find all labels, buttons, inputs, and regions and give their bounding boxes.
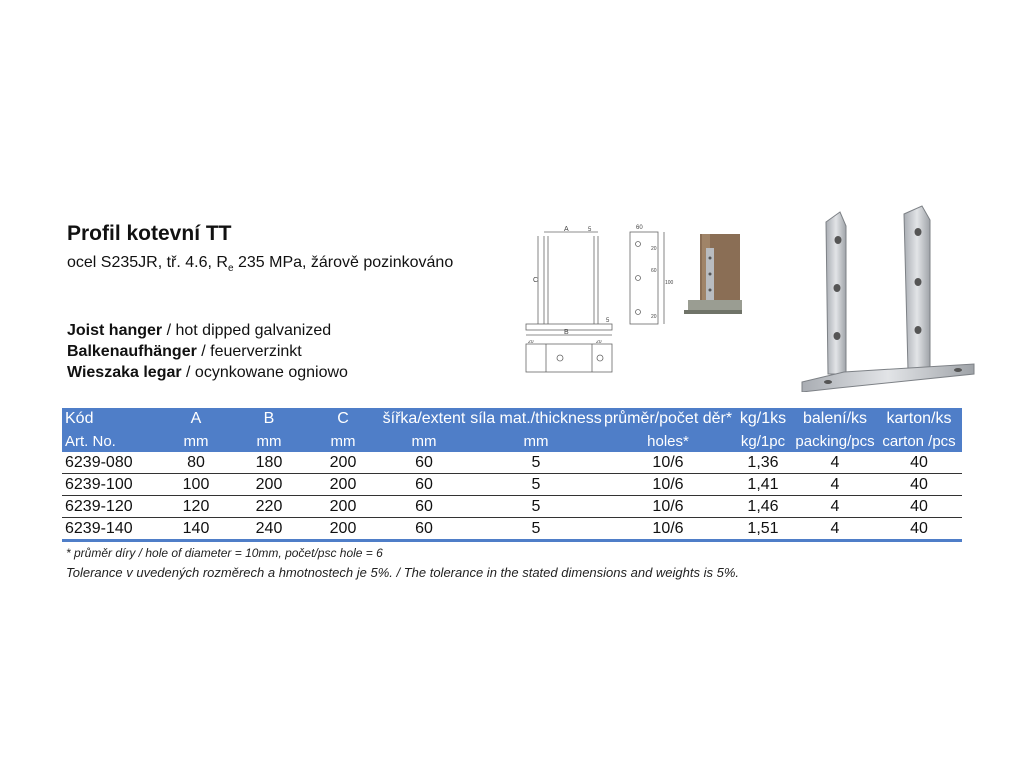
table-row bbox=[62, 496, 962, 518]
unit-carton: carton /pcs bbox=[876, 430, 962, 452]
front-view-drawing bbox=[520, 222, 620, 340]
material-spec bbox=[67, 254, 453, 274]
table-header-row bbox=[62, 408, 962, 430]
cell-code: 6239-120 bbox=[62, 496, 160, 518]
cell-weight: 1,41 bbox=[732, 474, 794, 496]
table-row bbox=[62, 474, 962, 496]
dim-100-label: 100 bbox=[665, 280, 674, 286]
hole-footnote: * průměr díry / hole of diameter = 10mm, počet/psc hole = 6 bbox=[66, 546, 383, 560]
cell-packing: 4 bbox=[794, 474, 876, 496]
top-view-drawing bbox=[520, 340, 620, 376]
table-units-row bbox=[62, 430, 962, 452]
cell-b: 220 bbox=[232, 496, 306, 518]
unit-weight: kg/1pc bbox=[732, 430, 794, 452]
dim-20b-label: 20 bbox=[596, 340, 602, 345]
cell-holes: 10/6 bbox=[604, 518, 732, 541]
cell-c: 200 bbox=[306, 474, 380, 496]
cell-weight: 1,46 bbox=[732, 496, 794, 518]
cell-carton: 40 bbox=[876, 518, 962, 541]
translation-de-desc: / feuerverzinkt bbox=[196, 343, 302, 360]
cell-carton: 40 bbox=[876, 496, 962, 518]
cell-c: 200 bbox=[306, 518, 380, 541]
dim-a-label: A bbox=[564, 226, 569, 233]
cell-carton: 40 bbox=[876, 474, 962, 496]
cell-weight: 1,51 bbox=[732, 518, 794, 541]
installation-photo bbox=[684, 234, 742, 314]
translation-en bbox=[67, 320, 348, 341]
translation-en-desc: / hot dipped galvanized bbox=[162, 322, 332, 339]
unit-extent: mm bbox=[380, 430, 468, 452]
cell-extent: 60 bbox=[380, 452, 468, 474]
cell-c: 200 bbox=[306, 452, 380, 474]
dim-b-label: B bbox=[564, 329, 569, 336]
spec-prefix: ocel S235JR, tř. 4.6, R bbox=[67, 254, 228, 271]
product-title: Profil kotevní TT bbox=[67, 222, 232, 245]
spec-table bbox=[62, 408, 962, 542]
cell-extent: 60 bbox=[380, 474, 468, 496]
dim-20a-label: 20 bbox=[528, 340, 534, 345]
dim-60-label: 60 bbox=[636, 225, 643, 231]
cell-a: 120 bbox=[160, 496, 232, 518]
dim-c-label: C bbox=[533, 277, 539, 284]
spec-subscript: e bbox=[227, 263, 234, 275]
unit-holes: holes* bbox=[604, 430, 732, 452]
dim-20c-label: 20 bbox=[651, 246, 657, 252]
col-header-thickness: síla mat./thickness bbox=[468, 408, 604, 430]
unit-c: mm bbox=[306, 430, 380, 452]
spec-table-wrapper bbox=[62, 408, 962, 542]
cell-carton: 40 bbox=[876, 452, 962, 474]
translation-de-name: Balkenaufhänger bbox=[67, 343, 197, 360]
cell-code: 6239-140 bbox=[62, 518, 160, 541]
col-header-extent: šířka/extent bbox=[380, 408, 468, 430]
translation-pl bbox=[67, 362, 348, 383]
spec-suffix: 235 MPa, žárově pozinkováno bbox=[233, 254, 454, 271]
unit-thickness: mm bbox=[468, 430, 604, 452]
cell-weight: 1,36 bbox=[732, 452, 794, 474]
cell-thickness: 5 bbox=[468, 452, 604, 474]
translation-pl-desc: / ocynkowane ogniowo bbox=[181, 364, 348, 381]
product-photo bbox=[798, 204, 978, 392]
cell-c: 200 bbox=[306, 496, 380, 518]
cell-holes: 10/6 bbox=[604, 452, 732, 474]
cell-a: 100 bbox=[160, 474, 232, 496]
table-row bbox=[62, 452, 962, 474]
col-header-b: B bbox=[232, 408, 306, 430]
tolerance-footnote: Tolerance v uvedených rozměrech a hmotnostech je 5%. / The tolerance in the stated dimensions and weights is 5%. bbox=[66, 565, 740, 580]
cell-holes: 10/6 bbox=[604, 496, 732, 518]
translation-pl-name: Wieszaka legar bbox=[67, 364, 182, 381]
translations bbox=[67, 320, 348, 383]
translation-en-name: Joist hanger bbox=[67, 322, 163, 339]
unit-a: mm bbox=[160, 430, 232, 452]
cell-packing: 4 bbox=[794, 452, 876, 474]
cell-a: 140 bbox=[160, 518, 232, 541]
cell-thickness: 5 bbox=[468, 474, 604, 496]
cell-code: 6239-080 bbox=[62, 452, 160, 474]
cell-thickness: 5 bbox=[468, 518, 604, 541]
col-header-packing: balení/ks bbox=[794, 408, 876, 430]
cell-extent: 60 bbox=[380, 518, 468, 541]
table-row bbox=[62, 518, 962, 541]
dim-5b-label: 5 bbox=[606, 318, 610, 324]
col-header-a: A bbox=[160, 408, 232, 430]
cell-packing: 4 bbox=[794, 496, 876, 518]
translation-de bbox=[67, 341, 348, 362]
cell-holes: 10/6 bbox=[604, 474, 732, 496]
col-header-holes: průměr/počet děr* bbox=[604, 408, 732, 430]
dim-5-label: 5 bbox=[588, 227, 592, 233]
cell-b: 240 bbox=[232, 518, 306, 541]
cell-a: 80 bbox=[160, 452, 232, 474]
cell-packing: 4 bbox=[794, 518, 876, 541]
unit-code: Art. No. bbox=[62, 430, 160, 452]
cell-code: 6239-100 bbox=[62, 474, 160, 496]
cell-b: 200 bbox=[232, 474, 306, 496]
cell-thickness: 5 bbox=[468, 496, 604, 518]
col-header-weight: kg/1ks bbox=[732, 408, 794, 430]
dim-60b-label: 60 bbox=[651, 268, 657, 274]
side-view-drawing bbox=[624, 222, 674, 330]
unit-packing: packing/pcs bbox=[794, 430, 876, 452]
unit-b: mm bbox=[232, 430, 306, 452]
cell-b: 180 bbox=[232, 452, 306, 474]
col-header-c: C bbox=[306, 408, 380, 430]
col-header-carton: karton/ks bbox=[876, 408, 962, 430]
cell-extent: 60 bbox=[380, 496, 468, 518]
dim-20d-label: 20 bbox=[651, 314, 657, 320]
col-header-code: Kód bbox=[62, 408, 160, 430]
